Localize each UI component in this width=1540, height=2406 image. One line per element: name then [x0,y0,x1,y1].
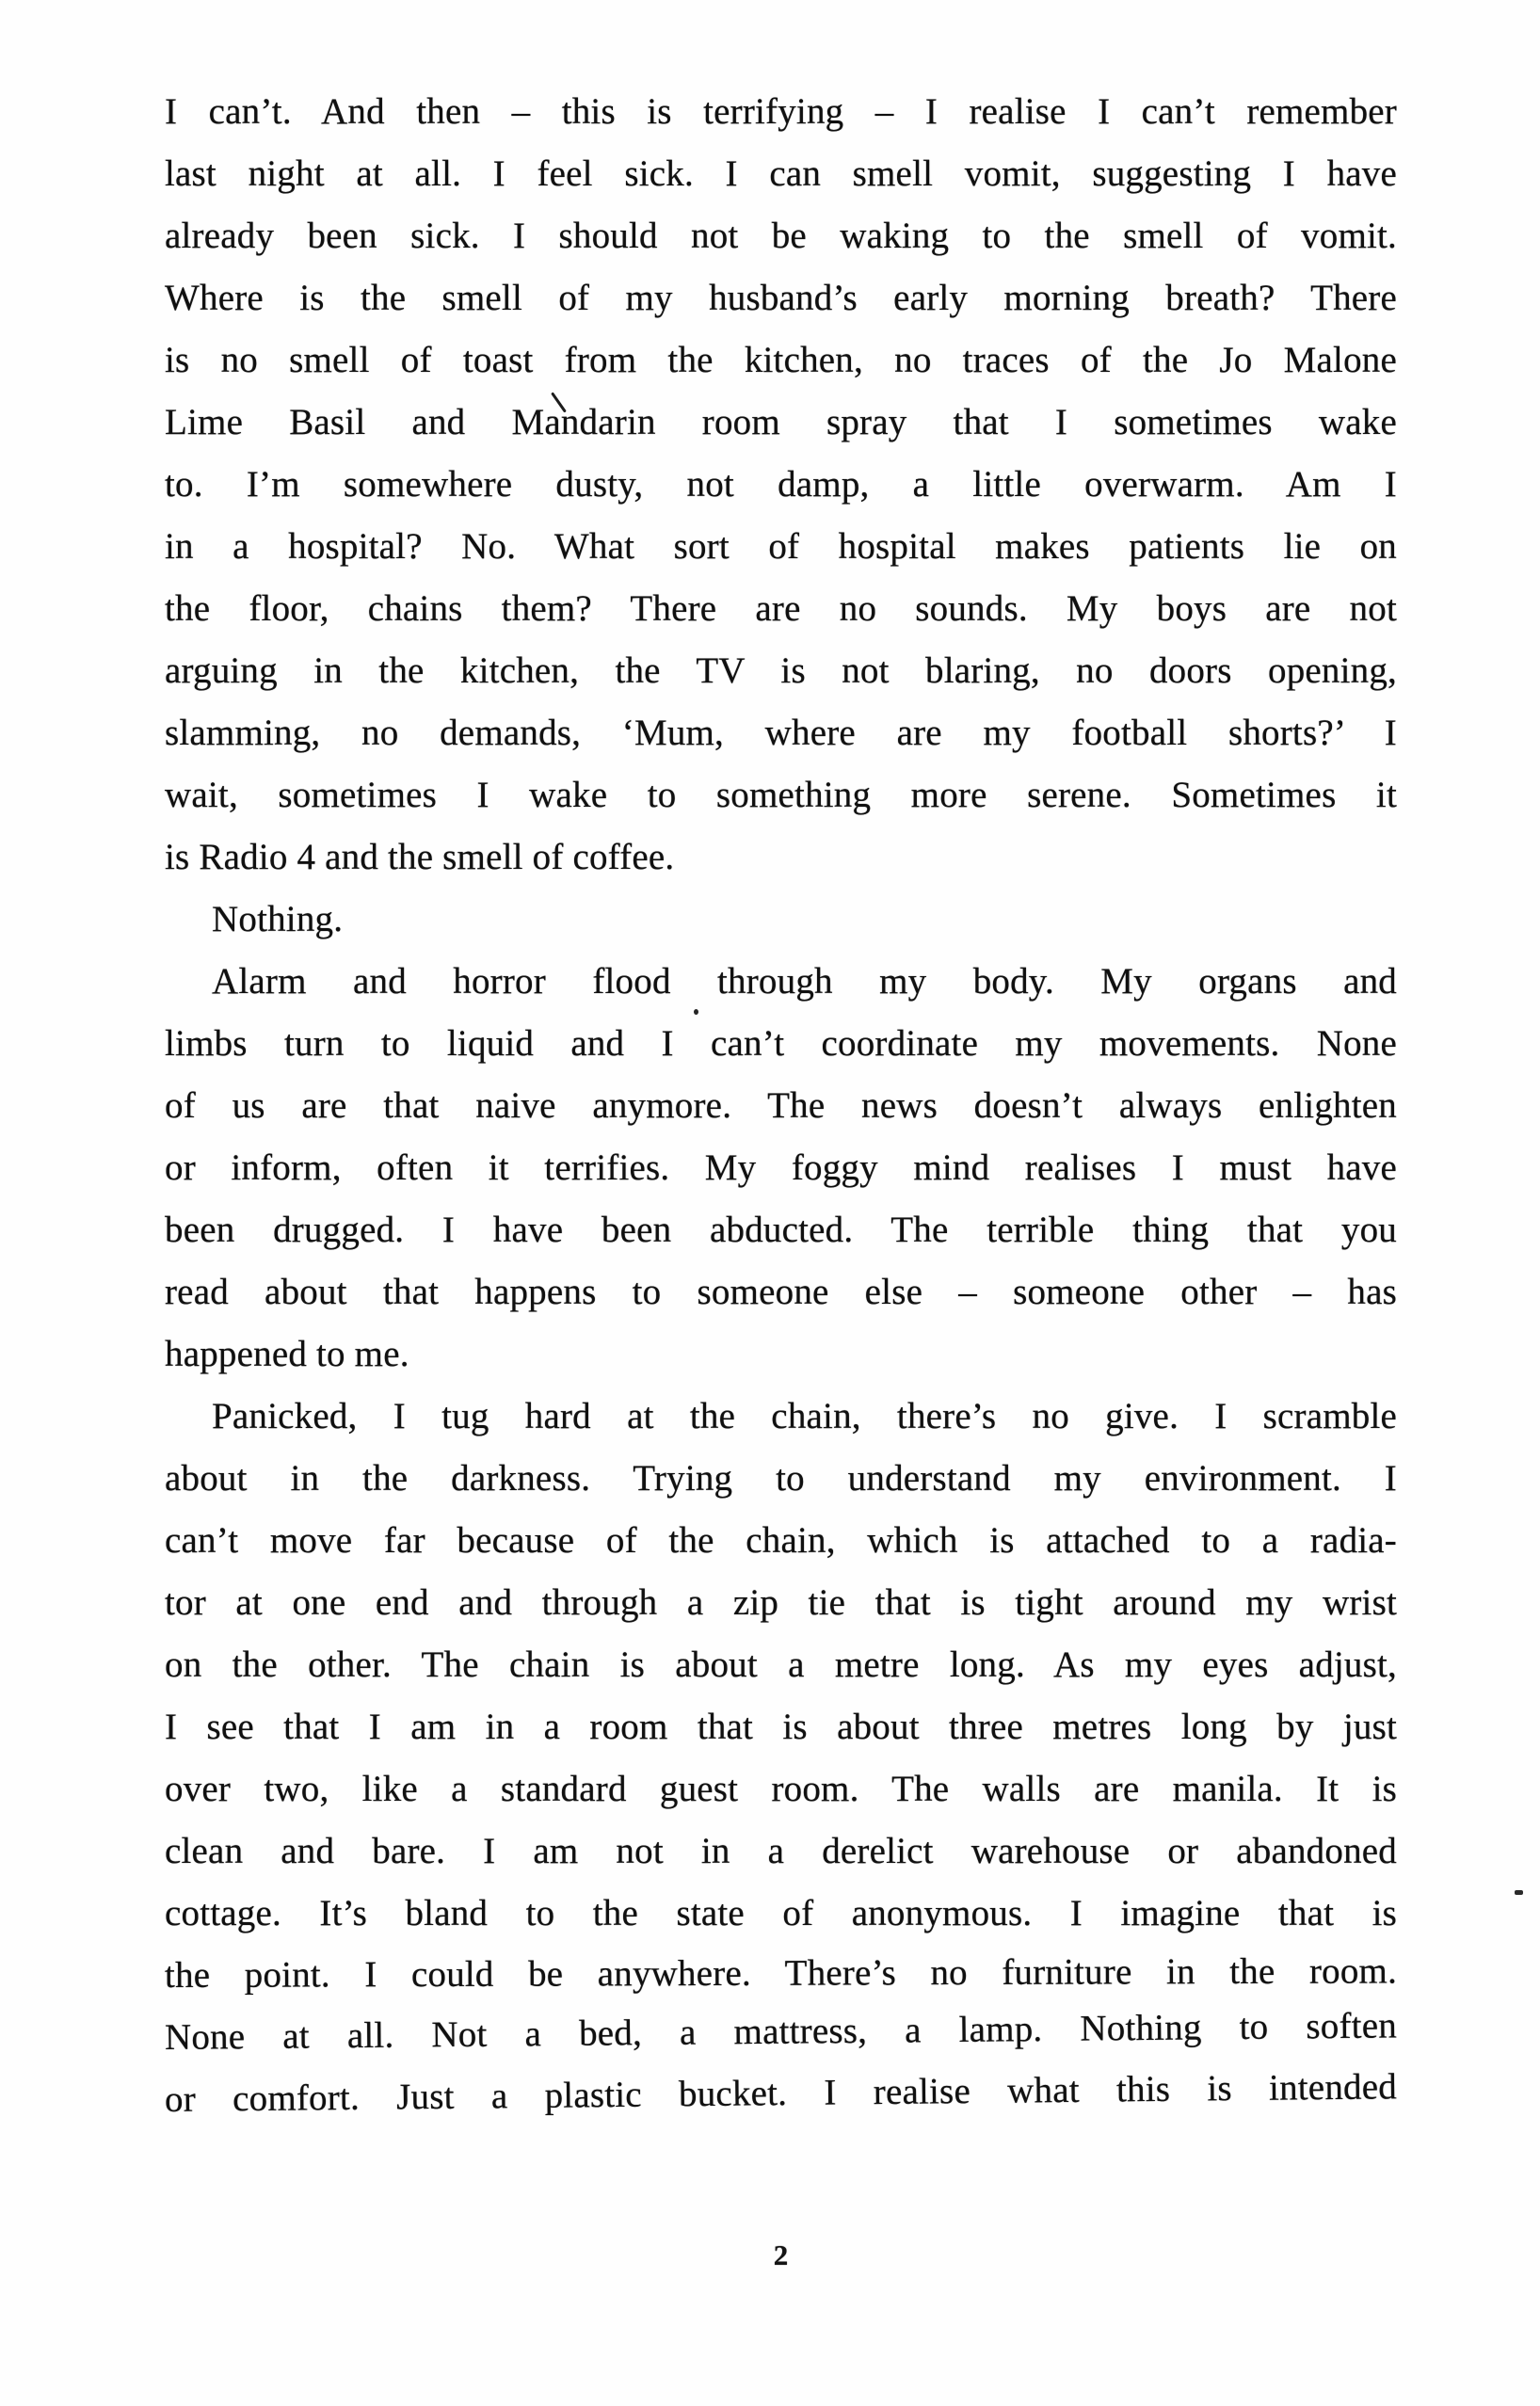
text-line: to. I’m somewhere dusty, not damp, a little overwarm. Am I [165,464,1397,505]
page-number: 2 [773,2238,789,2271]
text-line: Alarm and horror flood through my body. My organs and [212,961,1397,1002]
text-line: wait, sometimes I wake to something more serene. Sometimes it [165,775,1397,815]
text-line: is Radio 4 and the smell of coffee. [165,837,675,877]
scan-edge-speck [1515,1890,1523,1895]
text-line: Where is the smell of my husband’s early morning breath? There [165,278,1397,318]
text-line: Lime Basil and Mandarin room spray that I sometimes wake [165,402,1397,442]
text-line: read about that happens to someone else – someone other – has [165,1272,1397,1312]
text-line: the point. I could be anywhere. There’s no furniture in the room. [164,1950,1398,1996]
text-line: already been sick. I should not be waking to the smell of vomit. [165,216,1397,256]
text-line: about in the darkness. Trying to understand my environment. I [165,1458,1397,1499]
text-line: happened to me. [165,1334,409,1374]
text-line: clean and bare. I am not in a derelict warehouse or abandoned [165,1831,1397,1871]
text-block [165,81,1397,2131]
text-line: or inform, often it terrifies. My foggy mind realises I must have [165,1147,1397,1188]
text-line: Nothing. [212,899,344,939]
text-line: arguing in the kitchen, the TV is not blaring, no doors opening, [165,650,1397,691]
text-line: on the other. The chain is about a metre long. As my eyes adjust, [165,1644,1397,1685]
text-line: in a hospital? No. What sort of hospital makes patients lie on [165,526,1397,567]
ink-mark-dot [694,1009,698,1015]
text-line: is no smell of toast from the kitchen, no traces of the Jo Malone [165,340,1397,380]
text-line: of us are that naive anymore. The news doesn’t always enlighten [165,1085,1397,1126]
text-line: tor at one end and through a zip tie that is tight around my wrist [165,1582,1397,1623]
text-line: last night at all. I feel sick. I can smell vomit, suggesting I have [165,153,1397,194]
text-line: the floor, chains them? There are no sounds. My boys are not [165,588,1397,629]
text-line: slamming, no demands, ‘Mum, where are my football shorts?’ I [165,713,1397,753]
text-line: Panicked, I tug hard at the chain, there’s no give. I scramble [212,1396,1397,1436]
text-line: I can’t. And then – this is terrifying – I realise I can’t remember [165,91,1397,132]
text-line: limbs turn to liquid and I can’t coordinate my movements. None [165,1023,1397,1064]
text-line: can’t move far because of the chain, which is attached to a radia- [165,1520,1397,1561]
text-line: been drugged. I have been abducted. The terrible thing that you [165,1210,1397,1250]
text-line: over two, like a standard guest room. The walls are manila. It is [165,1769,1397,1809]
text-line: cottage. It’s bland to the state of anonymous. I imagine that is [165,1893,1397,1933]
text-line: I see that I am in a room that is about three metres long by just [165,1707,1397,1747]
text-line: or comfort. Just a plastic bucket. I realise what this is intended [164,2066,1398,2120]
text-line: None at all. Not a bed, a mattress, a lamp. Nothing to soften [164,2005,1398,2058]
